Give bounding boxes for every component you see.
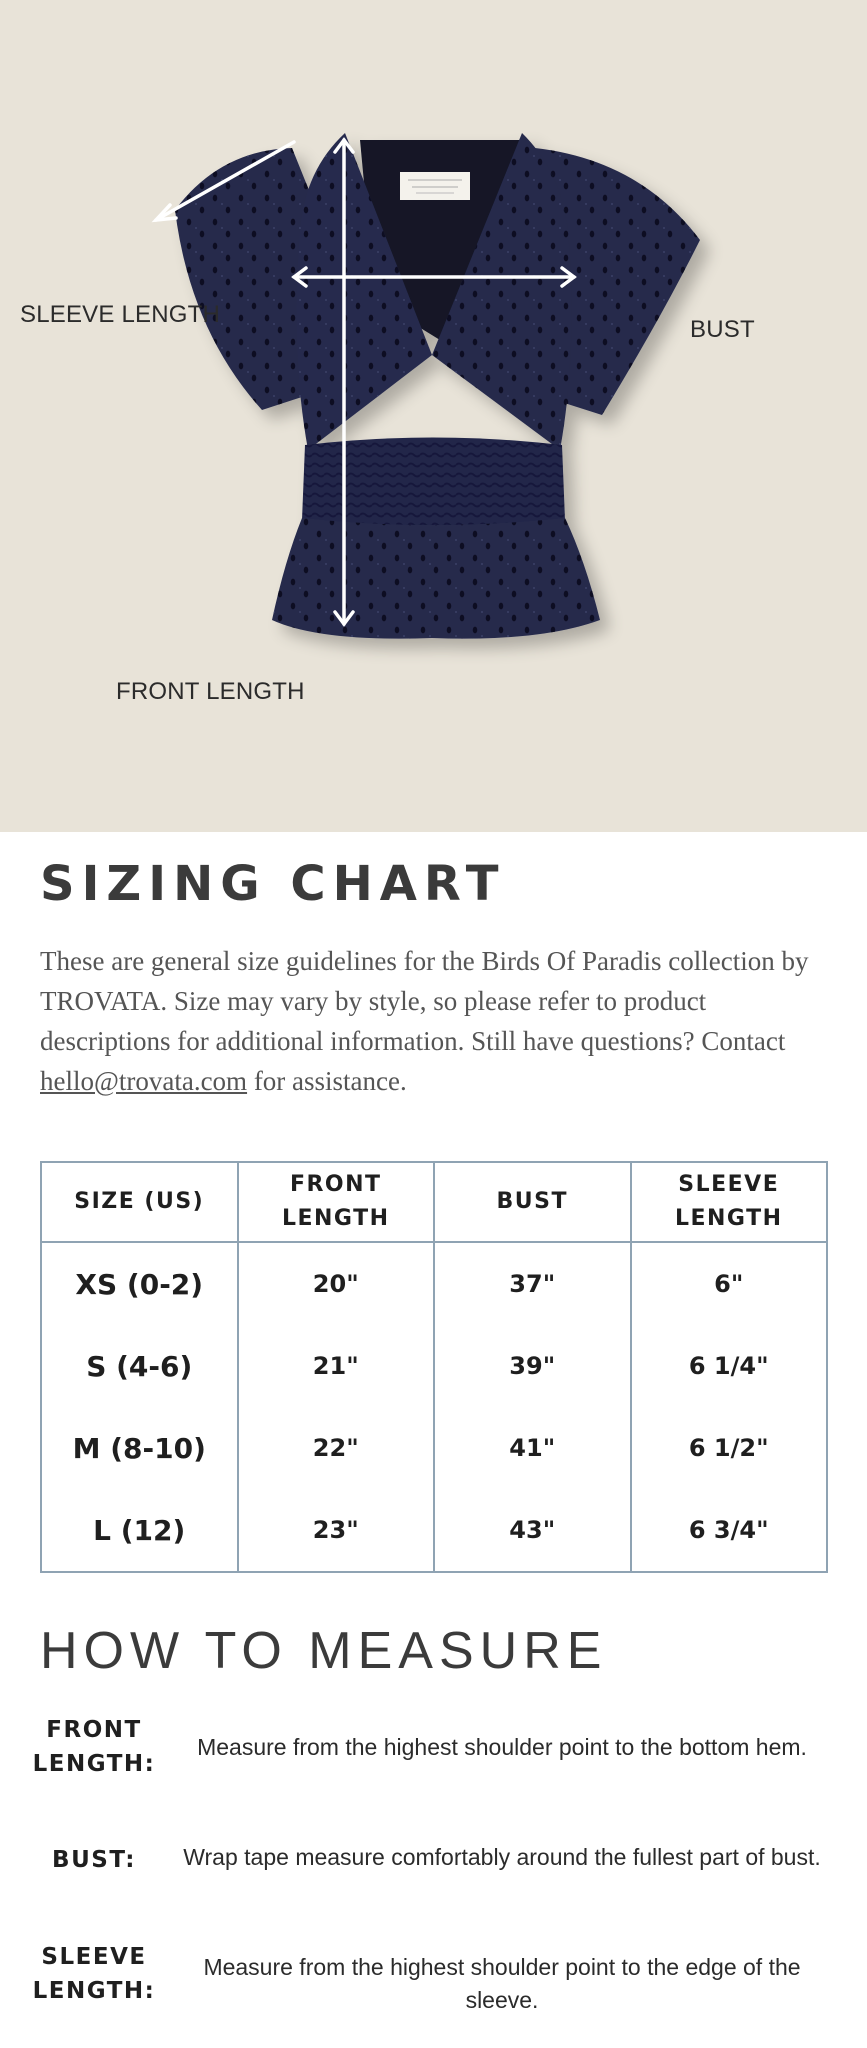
measure-label-bust: BUST: (52, 1847, 136, 1873)
sleeve-length-cell: 6 1/2" (631, 1407, 828, 1489)
how-to-measure-title: HOW TO MEASURE (40, 1622, 608, 1680)
size-cell: M (8-10) (41, 1407, 238, 1489)
measure-desc-bust: Wrap tape measure comfortably around the fullest part of bust. (183, 1844, 821, 1870)
header-sleeve-length: SLEEVE LENGTH (631, 1162, 828, 1242)
front-length-label: FRONT LENGTH (116, 678, 305, 705)
table-header-row (41, 1162, 827, 1242)
measure-label-front-length: FRONT LENGTH: (32, 1717, 156, 1777)
bust-cell: 39" (434, 1325, 631, 1407)
sleeve-length-cell: 6 1/4" (631, 1325, 828, 1407)
table-row (41, 1325, 827, 1407)
size-cell: L (12) (41, 1489, 238, 1572)
header-size: SIZE (US) (41, 1162, 238, 1242)
bust-cell: 41" (434, 1407, 631, 1489)
intro-paragraph (40, 941, 840, 1101)
sleeve-length-cell: 6" (631, 1242, 828, 1325)
size-cell: XS (0-2) (41, 1242, 238, 1325)
measure-desc-sleeve-length: Measure from the highest shoulder point to the edge of the sleeve. (203, 1954, 801, 2013)
bust-cell: 43" (434, 1489, 631, 1572)
intro-text: These are general size guidelines for the Birds Of Paradis collection by TROVATA. Size may vary by style, so please refer to product descriptions for additional information. Still have questions? Contact (40, 946, 809, 1056)
front-length-cell: 23" (238, 1489, 435, 1572)
product-diagram (0, 0, 867, 832)
table-row (41, 1242, 827, 1325)
measure-label-sleeve-length: SLEEVE LENGTH: (32, 1944, 156, 2004)
table-row (41, 1489, 827, 1572)
front-length-cell: 22" (238, 1407, 435, 1489)
garment-illustration (0, 0, 867, 832)
measure-desc-front-length: Measure from the highest shoulder point to the bottom hem. (197, 1734, 807, 1760)
front-length-cell: 21" (238, 1325, 435, 1407)
sizing-table (40, 1161, 828, 1573)
contact-email-link[interactable]: hello@trovata.com (40, 1066, 248, 1096)
sleeve-length-label: SLEEVE LENGTH (20, 301, 221, 328)
front-length-cell: 20" (238, 1242, 435, 1325)
page-title: SIZING CHART (40, 856, 506, 912)
table-row (41, 1407, 827, 1489)
size-cell: S (4-6) (41, 1325, 238, 1407)
sleeve-length-cell: 6 3/4" (631, 1489, 828, 1572)
intro-text-end: for assistance. (247, 1066, 407, 1096)
blouse-shape (175, 133, 700, 639)
header-bust: BUST (434, 1162, 631, 1242)
header-front-length: FRONT LENGTH (238, 1162, 435, 1242)
bust-cell: 37" (434, 1242, 631, 1325)
bust-label: BUST (690, 316, 755, 343)
